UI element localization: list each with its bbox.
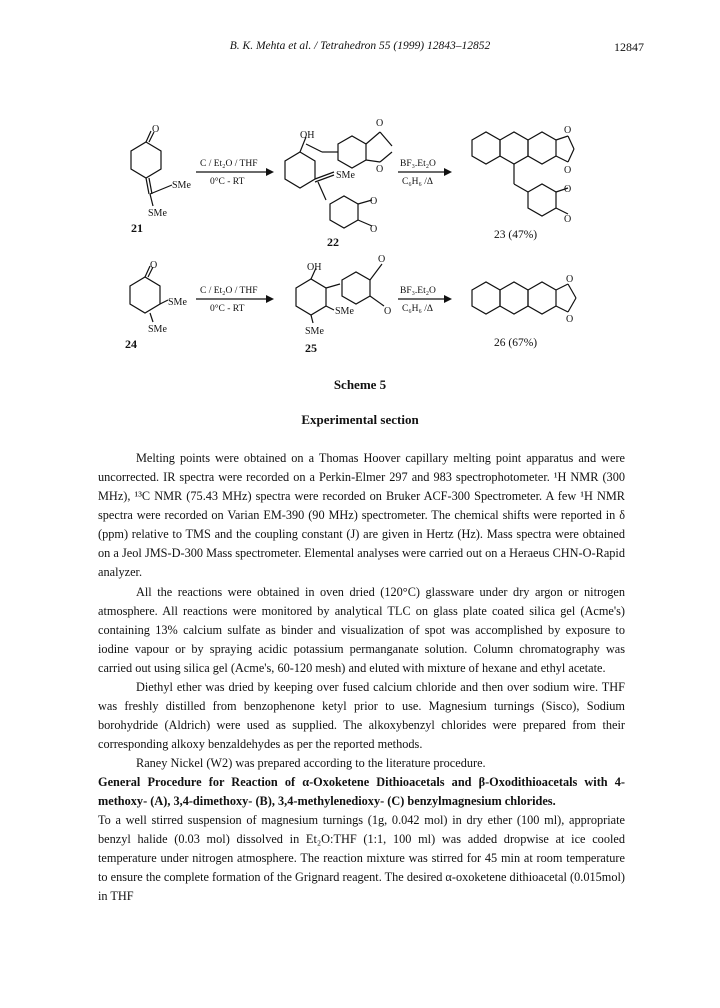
- aryl-25: [342, 272, 370, 304]
- label-26: 26 (67%): [494, 337, 538, 349]
- paragraph-solvents: Diethyl ether was dried by keeping over fused calcium chloride and then over sodium wire. THF was freshly distilled from benzophenone ketyl prior to use. Magnesium turnings (Sisco), Sodium borohydride (Aldrich) were used as supplied. The alkoxybenzyl chlorides were prepared from their corresponding alkoxy benzaldehydes as per the reported methods.: [98, 680, 625, 751]
- atom-sme-25a: SMe: [335, 306, 354, 317]
- atom-sme-25b: SMe: [305, 326, 324, 337]
- label-25: 25: [305, 341, 317, 355]
- atom-o-23a: O: [564, 125, 572, 136]
- cond1-top-row1: C / Et₂O / THF: [200, 159, 258, 169]
- cond2-top-row2: BF₃.Et₂O: [400, 286, 436, 296]
- aryl-22b: [330, 196, 358, 228]
- ring-26c: [528, 282, 556, 314]
- label-22: 22: [327, 235, 339, 249]
- atom-sme-24b: SMe: [148, 324, 167, 335]
- running-head: B. K. Mehta et al. / Tetrahedron 55 (1999) 12843–12852: [229, 40, 491, 52]
- atom-o-25b: O: [384, 306, 392, 317]
- atom-o-26a: O: [566, 274, 574, 285]
- atom-o-22d: O: [370, 224, 378, 235]
- paragraph-procedure: To a well stirred suspension of magnesium turnings (1g, 0.042 mol) in dry ether (100 ml), appropriate benzyl halide (0.03 mol) dissolved in Et₂O:THF (1:1, 100 ml) was added dropwise at ice cooled temperature under nitrogen atmosphere. The reaction mixture was stirred for 45 min at room temperature to ensure the complete formation of the Grignard reagent. The desired α-oxoketene dithioacetal (0.015mol) in THF: [98, 813, 625, 903]
- atom-o-23d: O: [564, 214, 572, 225]
- atom-sme-21b: SMe: [148, 208, 167, 219]
- aryl-23: [528, 184, 556, 216]
- page-number: 12847: [614, 40, 644, 54]
- atom-o-26b: O: [566, 314, 574, 325]
- ring-23b: [500, 132, 528, 164]
- atom-o-24: O: [150, 260, 158, 271]
- atom-o-22a: O: [376, 118, 384, 129]
- atom-oh-22: OH: [300, 130, 315, 141]
- cond2-bottom-row2: C₆H₆ /Δ: [402, 304, 433, 314]
- aryl-22a: [338, 136, 366, 168]
- ring-21: [131, 142, 161, 178]
- section-heading: Experimental section: [301, 412, 419, 427]
- procedure-heading: General Procedure for Reaction of α-Oxoketene Dithioacetals and β-Oxodithioacetals with 4-methoxy- (A), 3,4-dimethoxy- (B), 3,4-methylenedioxy- (C) benzylmagnesium chlorides.: [98, 775, 625, 808]
- atom-o-22c: O: [370, 196, 378, 207]
- label-21: 21: [131, 221, 143, 235]
- ring-26b: [500, 282, 528, 314]
- ring-25: [296, 279, 326, 315]
- ring-26a: [472, 282, 500, 314]
- atom-o-23b: O: [564, 165, 572, 176]
- label-24: 24: [125, 337, 137, 351]
- cond1-bottom-row2: 0°C - RT: [210, 304, 245, 314]
- atom-sme-24a: SMe: [168, 297, 187, 308]
- scheme-caption: Scheme 5: [333, 377, 387, 392]
- ring-23a: [472, 132, 500, 164]
- atom-o-25a: O: [378, 254, 386, 265]
- paragraph-reaction-conditions: All the reactions were obtained in oven dried (120°C) glassware under dry argon or nitrogen atmosphere. All reactions were monitored by analytical TLC on glass plate coated silica gel (Acme's) containing 13% calcium sulfate as binder and visualization of spot was accomplished by exposure to iodine vapour or by spraying acidic potassium permanganate solution. Column chromatography was carried out using silica gel (Acme's, 60-120 mesh) and eluted with mixture of hexane and ethyl acetate.: [98, 585, 625, 675]
- paragraph-instrumentation: Melting points were obtained on a Thomas Hoover capillary melting point apparatus and were uncorrected. IR spectra were recorded on a Perkin-Elmer 297 and 983 spectrophotometer. ¹H NMR (300 MHz), ¹³C NMR (75.43 MHz) spectra were recorded on Bruker ACF-300 Spectrometer. A few ¹H NMR spectra were recorded on Varian EM-390 (90 MHz) spectrometer. The chemical shifts were reported in δ (ppm) relative to TMS and the coupling constant (J) are given in Hertz (Hz). Mass spectra were obtained on a Jeol JMS-D-300 Mass spectrometer. Elemental analyses were carried out on a Heraeus CHN-O-Rapid analyzer.: [98, 451, 625, 579]
- atom-sme-22: SMe: [336, 170, 355, 181]
- scheme-5-figure: [0, 0, 720, 370]
- cond2-bottom-row1: C₆H₆ /Δ: [402, 177, 433, 187]
- atom-o-23c: O: [564, 184, 572, 195]
- cond1-top-row2: C / Et₂O / THF: [200, 286, 258, 296]
- atom-oh-25: OH: [307, 262, 322, 273]
- ring-24: [130, 277, 160, 313]
- ring-23c: [528, 132, 556, 164]
- paragraph-raney-nickel: Raney Nickel (W2) was prepared according to the literature procedure.: [136, 756, 486, 770]
- cond2-top-row1: BF₃.Et₂O: [400, 159, 436, 169]
- atom-sme-21a: SMe: [172, 180, 191, 191]
- atom-o-21: O: [152, 124, 160, 135]
- cond1-bottom-row1: 0°C - RT: [210, 177, 245, 187]
- ring-22: [285, 152, 315, 188]
- label-23: 23 (47%): [494, 229, 538, 241]
- atom-o-22b: O: [376, 164, 384, 175]
